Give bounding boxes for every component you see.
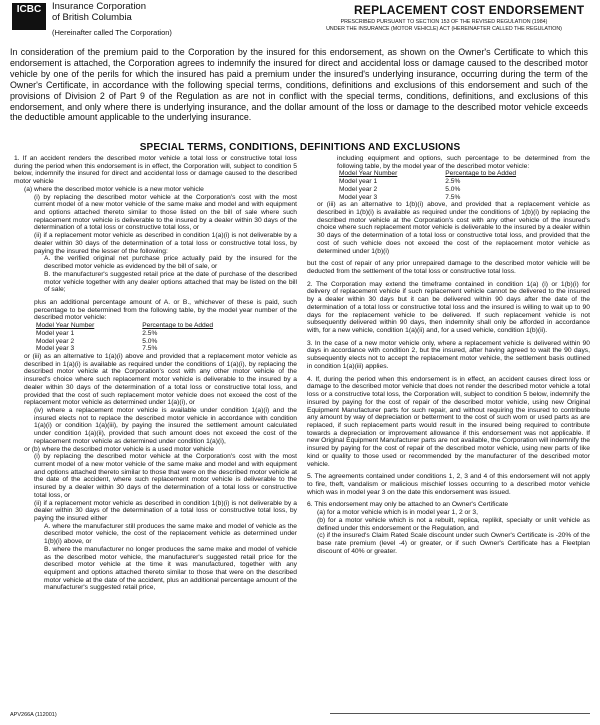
table-cell-pct: 2.5% (142, 329, 158, 337)
model-year-table (36, 322, 221, 353)
icbc-logo (12, 3, 46, 30)
condition-1b-i: (i) by replacing the described motor vehicle at the Corporation's cost with the most current model of a new motor vehicle of the same make and model and with equipment and options attached thereto similar to those that were on the described motor vehicle at the date of the accident, where such replacement motor vehicle is deliverable to the insured by a dealer within 30 days of the determination of a total loss or constructive total loss, or (34, 453, 297, 499)
model-year-table-2 (339, 170, 524, 201)
table-row (339, 186, 524, 194)
table-cell-year: Model year 3 (339, 193, 378, 201)
condition-6c: (c) if the insured's Claim Rated Scale discount under such Owner's Certificate is -20% of the base rate premium (level -4) or greater, or if such Owner's Certificate has a Fleetplan discount of 40% or greater. (317, 532, 590, 555)
condition-3: 3. In the case of a new motor vehicle only, where a replacement vehicle is delivered within 90 days in accordance with condition 2, but the insured, after having agreed to wait the 90 days, subsequently elects not to accept the replacement motor vehicle, the settlement basis outlined in condition 1(a)(iii) applies. (307, 339, 590, 370)
condition-2: 2. The Corporation may extend the timeframe contained in condition 1(a) (i) or 1(b)(i) for delivery of replacement vehicle if such replacement vehicle cannot be delivered to the insured by a dealer within 30 days but it can be delivered within 90 days after the date of the determination of a total loss or constructive total loss and the insured is willing to wait up to 90 days for the replacement vehicle to be delivered. If such replacement vehicle is not subsequently delivered within 90 days, then indemnity shall only be afforded in accordance with, for a new vehicle, condition 1(a)(ii) and, for a used vehicle, condition 1(b)(ii). (307, 280, 590, 335)
section-heading: SPECIAL TERMS, CONDITIONS, DEFINITIONS AND EXCLUSIONS (139, 142, 461, 153)
form-code: APV266A (112001) (10, 712, 57, 718)
table-header-year: Model Year Number (36, 322, 95, 330)
corp-line-2: of British Columbia (52, 11, 132, 23)
condition-1a-i: (i) by replacing the described motor vehicle at the Corporation's cost with the most current model of a new motor vehicle of the same make and model and with equipment and options attached thereto similar to those listed on the bill of sale where such replacement motor vehicle is deliverable to the insured by a dealer within 30 days of the determination of a total loss or constructive total loss, or (34, 193, 297, 232)
table-cell-year: Model year 3 (36, 345, 75, 353)
condition-1a: (a) where the described motor vehicle is a new motor vehicle (24, 185, 204, 193)
table-cell-pct: 5.0% (142, 337, 158, 345)
percentage-note: plus an additional percentage amount of A. or B., whichever of these is paid, such percentage to be determined from the following table, by the model year number of the described motor vehicle: (34, 298, 297, 322)
logo-text: ICBC (16, 4, 42, 15)
condition-6b: (b) for a motor vehicle which is not a rebuilt, replica, replikit, specialty or unlit vehicle as defined under this endorsement or the Regulation, and (317, 516, 590, 532)
condition-1b-ii-A: A. where the manufacturer still produces the same make and model of vehicle as the described motor vehicle, the cost of the replacement vehicle as determined under 1(b)(i) above, or (44, 522, 297, 546)
table-row (36, 338, 221, 346)
table-row (36, 345, 221, 353)
condition-6: 6. This endorsement may only be attached to an Owner's Certificate (307, 501, 509, 509)
condition-1: 1. If an accident renders the described motor vehicle a total loss or constructive total loss during the period when this endorsement is in effect, the Corporation will, subject to condition 5 below, indemnify the insured for direct and accidental loss or damage caused to the described motor vehicle (14, 155, 297, 186)
right-column (307, 155, 590, 555)
condition-1a-ii-B: B. the manufacturer's suggested retail price at the date of purchase of the described motor vehicle together with any dealer options attached that may be listed on the bill of sale; (44, 270, 297, 294)
table-row (339, 194, 524, 202)
condition-1b-iii: or (iii) as an alternative to 1(b)(i) above, and provided that a replacement vehicle as described in 1(b)(i) is available as required under the conditions of 1(b)(i) by replacing the described motor vehicle at the Corporation's cost with any other vehicle of the insured's choice where such replacement motor vehicle is deliverable to the insured by a dealer within 30 days of the determination of a total loss or constructive total loss, and provided that the cost of such vehicle does not exceed the cost of the replacement motor vehicle as determined under 1(b)(i) (317, 201, 590, 255)
condition-1b: or (b) where the described motor vehicle is a used motor vehicle (24, 445, 214, 453)
table-row (339, 178, 524, 186)
condition-1b-ii: (ii) if a replacement motor vehicle as described in condition 1(b)(i) is not deliverable by a dealer within 30 days of the determination of a total loss or constructive total loss, by paying the insured either (34, 499, 297, 522)
table-cell-pct: 5.0% (445, 185, 461, 193)
subtitle-line-1: PRESCRIBED PURSUANT TO SECTION 153 OF THE REVISED REGULATION (1984) (340, 19, 548, 25)
table-cell-year: Model year 1 (339, 178, 378, 186)
table-cell-year: Model year 1 (36, 329, 75, 337)
table-cell-year: Model year 2 (36, 337, 75, 345)
condition-1a-ii-A: A. the verified original net purchase price actually paid by the insured for the described motor vehicle as evidenced by the bill of sale, or (44, 255, 297, 271)
prior-damage-clause: but the cost of repair of any prior unrepaired damage to the described motor vehicle will be deducted from the settlement of the total loss or constructive total loss. (307, 260, 590, 275)
table-cell-year: Model year 2 (339, 185, 378, 193)
intro-paragraph: In consideration of the premium paid to the Corporation by the insured for this endorsement, as shown on the Owner's Certificate to which this endorsement is attached, the Corporation agrees to indemnify the insured for direct and accidental loss or damage caused to the described motor vehicle by one of the perils for which the insured has paid a premium under the insured's underlying insurance, occurring during the term of the Owner's Certificate, in accordance with the following special terms, conditions, definitions and exclusions of this endorsement and such of the provisions of Division 2 of Part 9 of the Regulation as are not in conflict with the special terms, conditions, definitions, and exclusions of this endorsement, and only where there is underlying insurance, and the dollar amount of the loss or damage to the described motor vehicle exceeds the deductible amount applicable to the underlying insurance. (10, 47, 588, 123)
document-title: REPLACEMENT COST ENDORSEMENT (354, 3, 585, 17)
condition-1b-ii-B: B. where the manufacturer no longer produces the same make and model of vehicle as the described motor vehicle, the manufacturer's suggested retail price for the described motor vehicle at the time it was manufactured, together with any equipment and options attached thereto similar to those that were on the described motor vehicle at the date of the accident, plus an additional percentage amount of the manufacturer's suggested retail price, (44, 545, 297, 592)
document-subtitle (300, 19, 588, 33)
corporation-alias: (Hereinafter called The Corporation) (52, 28, 172, 37)
corporation-name (52, 2, 146, 23)
condition-1a-iii: or (iii) as an alternative to 1(a)(i) above and provided that a replacement motor vehicle as described in 1(a)(i) is available as required under the conditions of 1(a)(i), by replacing the described motor vehicle at the Corporation's cost with any other motor vehicle of the insured's choice where such replacement motor vehicle is deliverable to the insured by a dealer within 30 days of the determination of a total loss or constructive total loss, and provided that the cost of such replacement motor vehicle does not exceed the cost of the replacement motor vehicle as determined under 1(a)(i), or (24, 352, 297, 407)
condition-4: 4. If, during the period when this endorsement is in effect, an accident causes direct loss or damage to the described motor vehicle that does not render the described motor vehicle a total loss or a constructive total loss, the Corporation will, subject to condition 5 below, indemnify the insured by paying for the cost of repair of the described motor vehicle, using new Original Equipment Manufacturer parts for such repair, and without requiring the insured to contribute any amount by way of depreciation or betterment to the cost of such worn or used parts as are replaced, if such replacement parts would result in the insured being required to contribute towards a depreciation or improvement allowance if this endorsement was not applicable. If new Original Equipment Manufacturer parts are not available, the Corporation will indemnify the insured by paying for the cost of repair of the described motor vehicle, using new parts of like kind or quality to those used or recommended by the manufacturer of the described motor vehicle. (307, 375, 590, 468)
subtitle-line-2: UNDER THE INSURANCE (MOTOR VEHICLE) ACT (HEREINAFTER CALLED THE REGULATION) (326, 26, 562, 32)
table-row (36, 330, 221, 338)
table-header-pct: Percentage to be Added (142, 322, 214, 330)
table-cell-pct: 7.5% (142, 345, 158, 353)
table-cell-pct: 7.5% (445, 193, 461, 201)
condition-1a-ii: (ii) if a replacement motor vehicle as described in condition 1(a)(i) is not deliverable by a dealer within 30 days of the determination of a total loss or constructive total loss, by paying the insured the lesser of the following: (34, 232, 297, 255)
condition-6a: (a) for a motor vehicle which is in model year 1, 2 or 3, (317, 509, 478, 517)
condition-1b-ii-B-cont: including equipment and options, such percentage to be determined from the following table, by the model year of the described motor vehicle: (337, 155, 590, 170)
condition-5: 5. The agreements contained under conditions 1, 2, 3 and 4 of this endorsement will not apply to fire, theft, vandalism or malicious mischief losses occurring to a described motor vehicle which was in model year 3 on the date this endorsement was issued. (307, 473, 590, 496)
table-header-pct: Percentage to be Added (445, 170, 517, 178)
left-column (14, 155, 297, 592)
footer-divider (330, 713, 590, 714)
condition-1a-iv: (iv) where a replacement motor vehicle is available under condition 1(a)(i) and the insured elects not to replace the described motor vehicle in accordance with condition 1(a)(i) or condition 1(a)(iii), by paying the insured the settlement amount calculated under condition 1(a)(ii), provided that such amount does not exceed the cost of the replacement motor vehicle as determined under condition 1(a)(i), (34, 406, 297, 445)
table-header-year: Model Year Number (339, 170, 398, 178)
corp-line-1: Insurance Corporation (52, 1, 146, 12)
table-cell-pct: 2.5% (445, 178, 461, 186)
